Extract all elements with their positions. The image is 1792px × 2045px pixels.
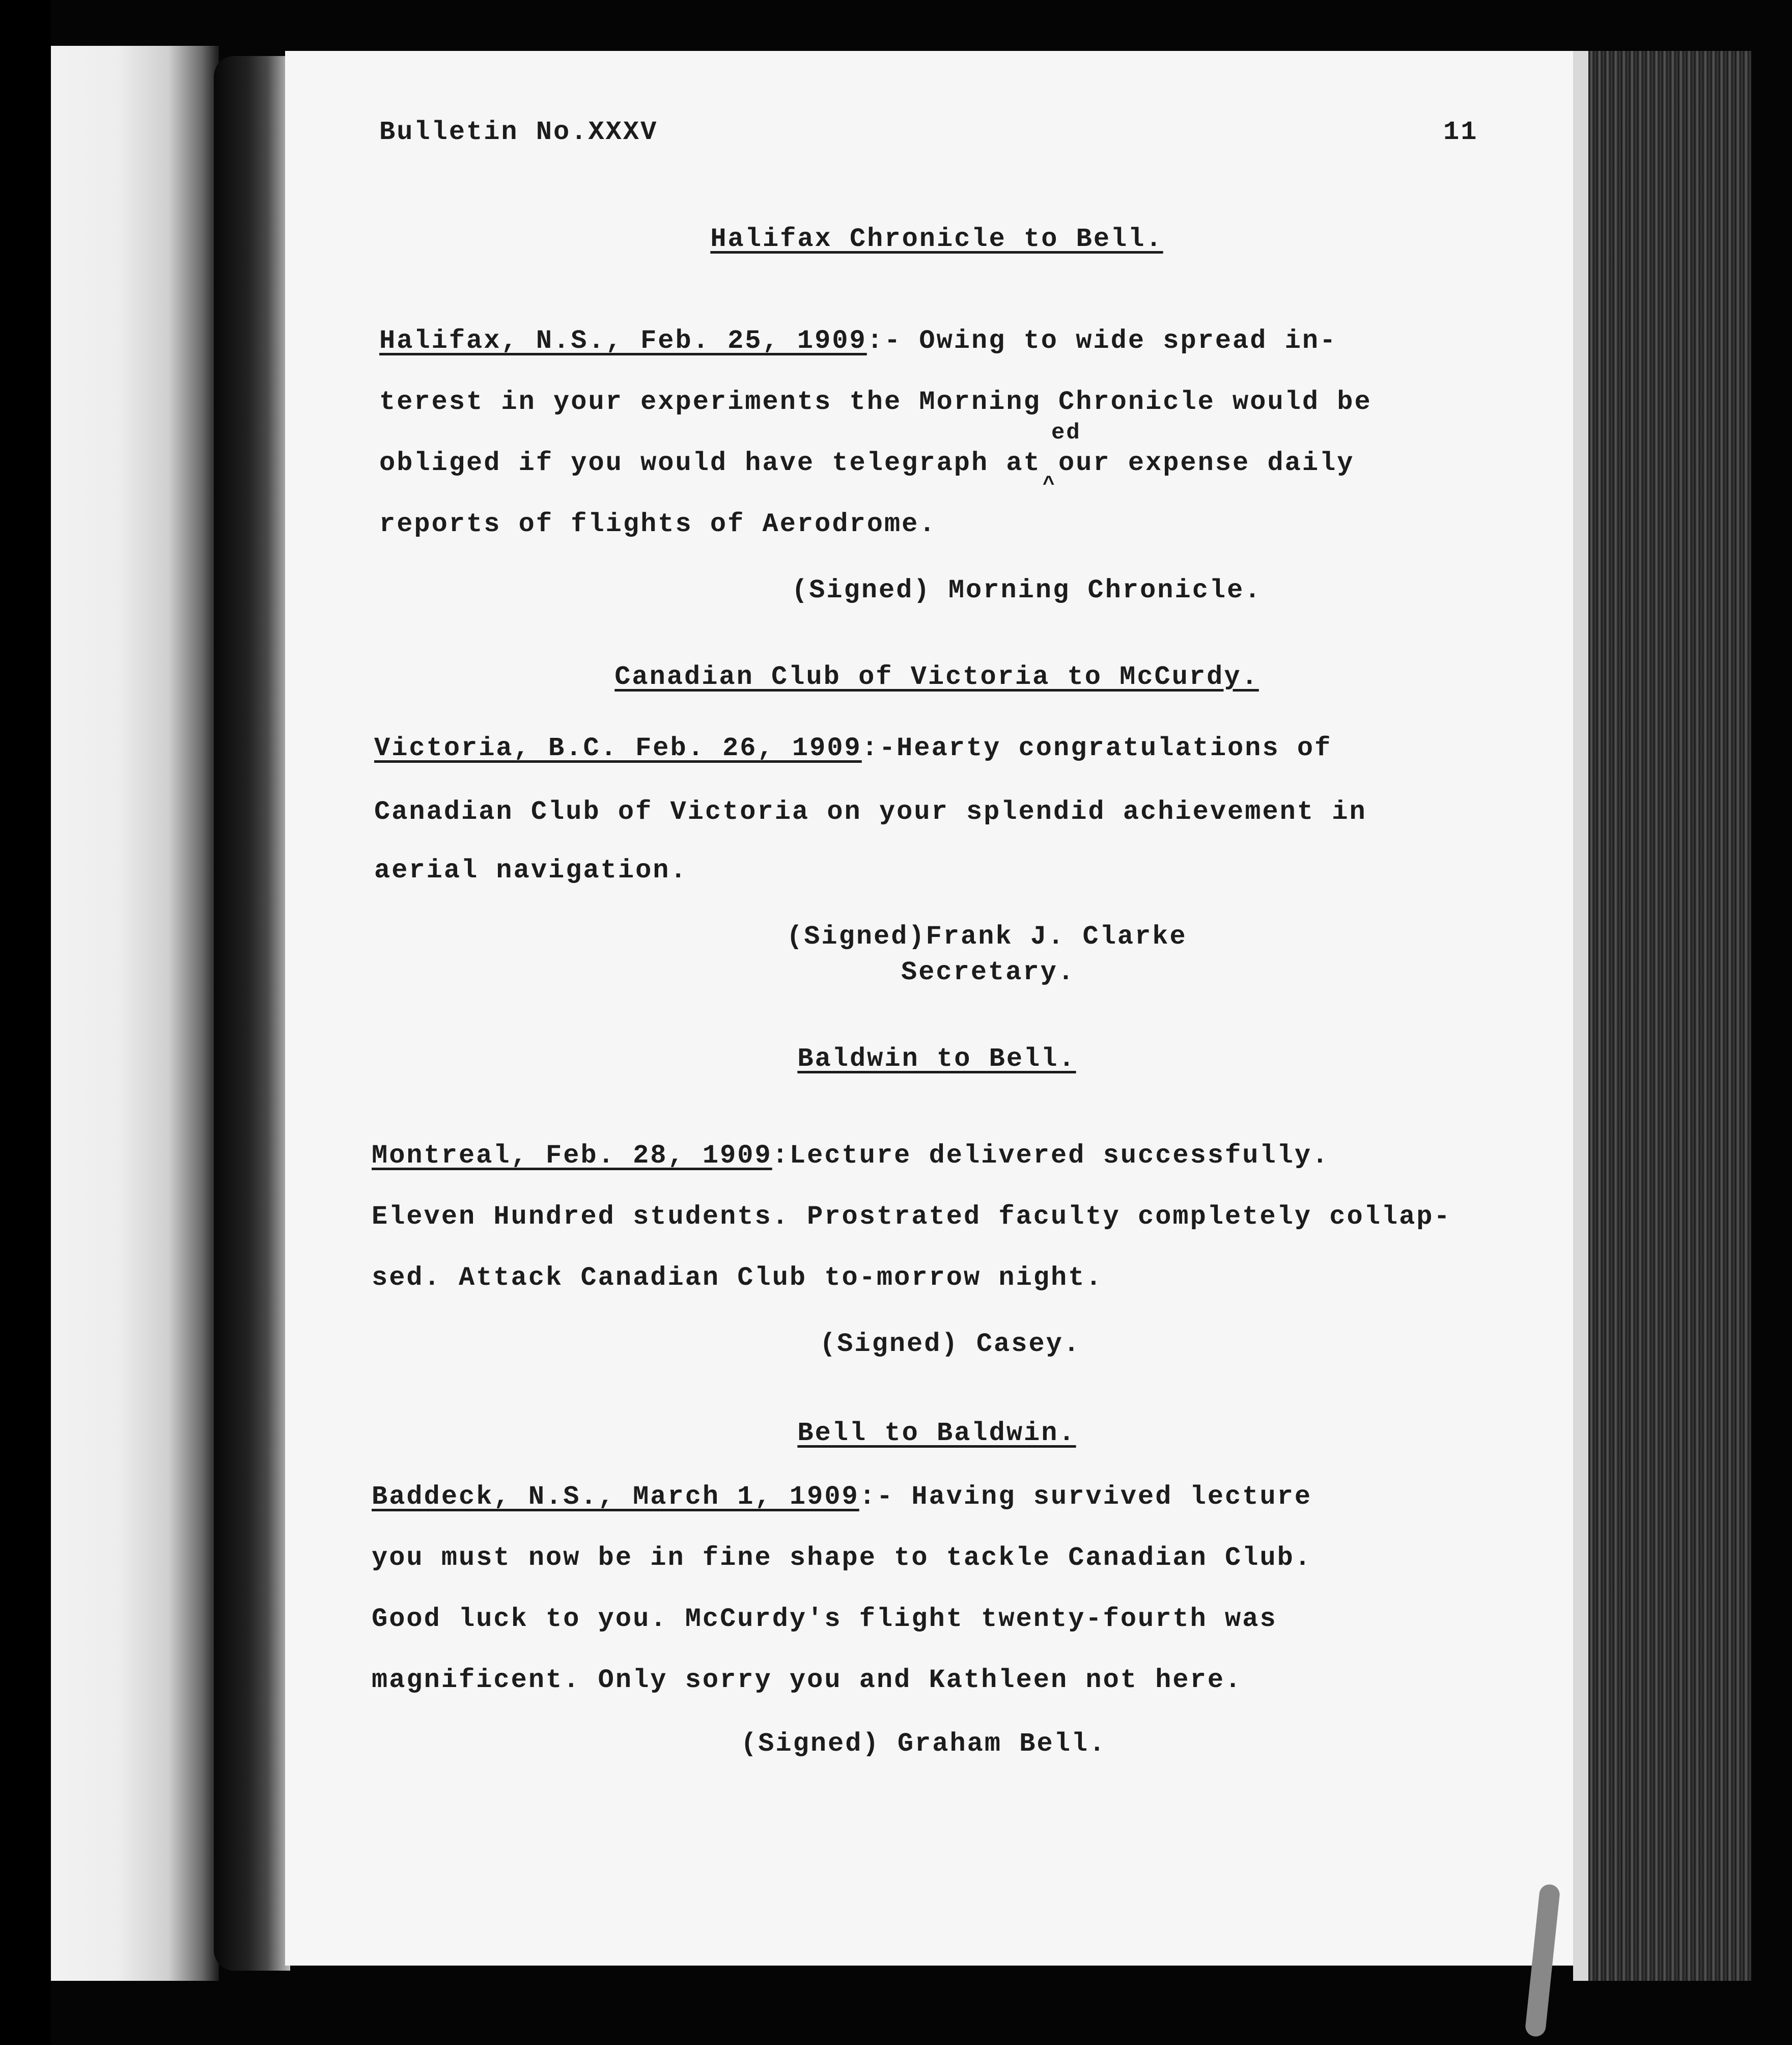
book-gutter xyxy=(214,56,290,1971)
letter-line: you must now be in fine shape to tackle Canadian Club. xyxy=(372,1543,1312,1573)
section-title: Canadian Club of Victoria to McCurdy. xyxy=(614,662,1259,692)
dateline: Victoria, B.C. Feb. 26, 1909 xyxy=(374,733,862,763)
letter-line: Victoria, B.C. Feb. 26, 1909:-Hearty congratulations of xyxy=(374,733,1332,763)
letter-line: Eleven Hundred students. Prostrated faculty completely collap- xyxy=(372,1202,1451,1232)
letter-line: Baddeck, N.S., March 1, 1909:- Having survived lecture xyxy=(372,1482,1312,1512)
page-stack-edge xyxy=(1573,51,1751,1981)
letter-line: reports of flights of Aerodrome. xyxy=(379,509,937,539)
page-number: 11 xyxy=(1443,117,1478,147)
letter-line: Canadian Club of Victoria on your splendid achievement in xyxy=(374,797,1367,827)
letter-line: obliged if you would have telegraph at our expense daily xyxy=(379,448,1355,478)
dateline: Halifax, N.S., Feb. 25, 1909 xyxy=(379,326,867,356)
letter-line: Montreal, Feb. 28, 1909:Lecture delivered successfully. xyxy=(372,1141,1330,1171)
section-title: Bell to Baldwin. xyxy=(797,1418,1076,1448)
letter-line: Halifax, N.S., Feb. 25, 1909:- Owing to wide spread in- xyxy=(379,326,1337,356)
facing-page-edge xyxy=(51,46,219,1981)
letter-line: sed. Attack Canadian Club to-morrow night. xyxy=(372,1263,1103,1293)
insertion-caret: ^ xyxy=(1043,474,1055,496)
dateline: Baddeck, N.S., March 1, 1909 xyxy=(372,1482,859,1512)
signature: (Signed) Morning Chronicle. xyxy=(792,575,1262,605)
letter-line: magnificent. Only sorry you and Kathleen not here. xyxy=(372,1665,1243,1695)
letter-line: Good luck to you. McCurdy's flight twenty-fourth was xyxy=(372,1604,1277,1634)
bulletin-number: Bulletin No.XXXV xyxy=(379,117,658,147)
handwritten-insertion: ed xyxy=(1051,420,1081,446)
signature: (Signed) Graham Bell. xyxy=(741,1729,1107,1759)
scan-border-left xyxy=(0,0,51,2045)
signature: (Signed) Casey. xyxy=(820,1329,1081,1359)
dateline: Montreal, Feb. 28, 1909 xyxy=(372,1141,772,1171)
section-title: Halifax Chronicle to Bell. xyxy=(710,224,1163,254)
signature-title: Secretary. xyxy=(901,957,1076,987)
signature: (Signed)Frank J. Clarke xyxy=(787,922,1187,952)
section-title: Baldwin to Bell. xyxy=(797,1044,1076,1074)
letter-line: terest in your experiments the Morning Chronicle would be xyxy=(379,387,1372,417)
letter-line: aerial navigation. xyxy=(374,855,688,886)
